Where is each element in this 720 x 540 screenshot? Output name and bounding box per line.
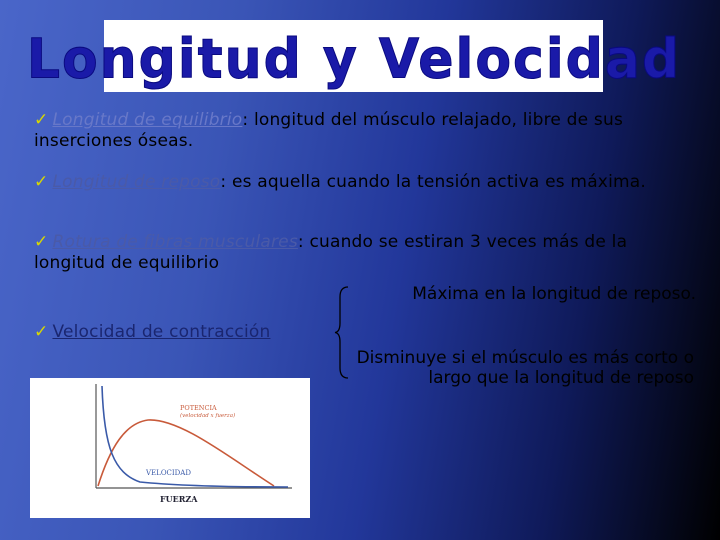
velocidad-label: VELOCIDAD [146,469,191,477]
note-disminuye: Disminuye si el músculo es más corto o largo que la longitud de reposo [356,348,694,388]
bullet-velocidad-contraccion [34,322,694,343]
potencia-label: POTENCIA [180,404,217,412]
page-title: Longitud y Velocidad [26,27,681,91]
check-icon: ✓ [34,232,49,252]
brace-icon [334,285,352,380]
bullet-longitud-equilibrio [34,110,694,152]
bullet-text: : cuando se estiran 3 veces más de la longitud de equilibrio [34,232,628,273]
velocidad-curve [102,386,288,487]
force-velocity-chart [30,378,310,518]
note-maxima: Máxima en la longitud de reposo. [412,284,696,304]
check-icon: ✓ [34,172,49,192]
term-rotura-fibras: Rotura de fibras musculares [52,232,298,252]
fuerza-label: FUERZA [160,494,198,504]
bullet-text: : es aquella cuando la tensión activa es máxima. [220,172,646,192]
potencia-sublabel: (velocidad x fuerza) [180,413,236,419]
chart-svg [30,378,310,518]
title-graphic [26,23,681,91]
term-longitud-reposo: Longitud de reposo [52,172,221,192]
term-longitud-equilibrio: Longitud de equilibrio [52,110,243,130]
check-icon: ✓ [34,110,49,130]
bullet-longitud-reposo [34,172,694,193]
check-icon: ✓ [34,322,49,342]
bullet-rotura-fibras [34,232,694,274]
title-box [26,20,681,92]
bullet-text: : longitud del músculo relajado, libre de sus inserciones óseas. [34,110,624,151]
term-velocidad-contraccion: Velocidad de contracción [52,322,271,342]
